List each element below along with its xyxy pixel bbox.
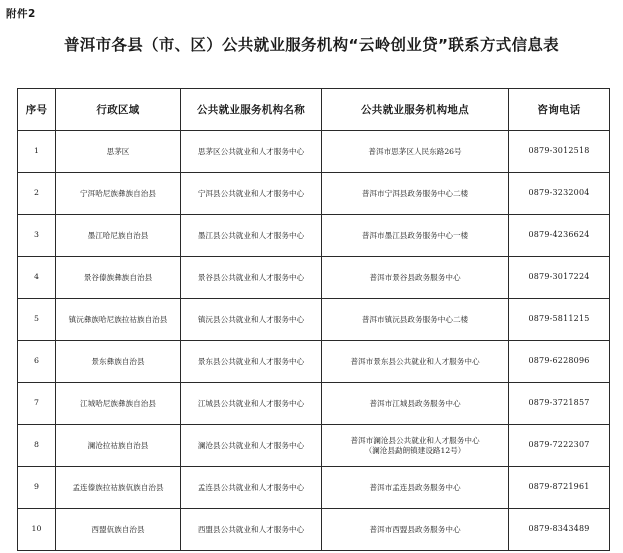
header-address: 公共就业服务机构地点: [322, 89, 509, 131]
cell-address-line: 普洱市景谷县政务服务中心: [369, 272, 461, 282]
table-row: [18, 341, 610, 383]
cell-address-line: 普洱市镇沅县政务服务中心二楼: [361, 314, 469, 324]
cell-address-line: 普洱市思茅区人民东路26号: [368, 146, 462, 156]
cell-name: 澜沧县公共就业和人才服务中心: [181, 425, 322, 467]
cell-area: 宁洱哈尼族彝族自治县: [56, 173, 181, 215]
cell-address-line: 普洱市西盟县政务服务中心: [369, 524, 461, 534]
cell-address: [322, 299, 509, 341]
cell-address: [322, 173, 509, 215]
cell-area: 西盟佤族自治县: [56, 509, 181, 551]
contact-info-table: [17, 88, 610, 551]
cell-area: 景东彝族自治县: [56, 341, 181, 383]
cell-name: 孟连县公共就业和人才服务中心: [181, 467, 322, 509]
cell-area: 景谷傣族彝族自治县: [56, 257, 181, 299]
cell-phone: 0879-8343489: [509, 509, 610, 551]
cell-phone: 0879-5811215: [509, 299, 610, 341]
cell-name: 墨江县公共就业和人才服务中心: [181, 215, 322, 257]
cell-no: 2: [18, 173, 56, 215]
cell-no: 9: [18, 467, 56, 509]
cell-address: [322, 509, 509, 551]
cell-name: 镇沅县公共就业和人才服务中心: [181, 299, 322, 341]
cell-phone: 0879-8721961: [509, 467, 610, 509]
cell-area: 墨江哈尼族自治县: [56, 215, 181, 257]
cell-area: 思茅区: [56, 131, 181, 173]
cell-address: [322, 425, 509, 467]
cell-name: 西盟县公共就业和人才服务中心: [181, 509, 322, 551]
cell-area: 镇沅彝族哈尼族拉祜族自治县: [56, 299, 181, 341]
header-area: 行政区域: [56, 89, 181, 131]
cell-phone: 0879-3012518: [509, 131, 610, 173]
cell-phone: 0879-3232004: [509, 173, 610, 215]
document-title: 普洱市各县（市、区）公共就业服务机构“云岭创业贷”联系方式信息表: [64, 36, 559, 54]
cell-phone: 0879-4236624: [509, 215, 610, 257]
table-row: [18, 215, 610, 257]
cell-no: 5: [18, 299, 56, 341]
header-no: 序号: [18, 89, 56, 131]
cell-name: 江城县公共就业和人才服务中心: [181, 383, 322, 425]
table-header-row: [18, 89, 610, 131]
cell-phone: 0879-3721857: [509, 383, 610, 425]
cell-no: 8: [18, 425, 56, 467]
cell-name: 景东县公共就业和人才服务中心: [181, 341, 322, 383]
cell-phone: 0879-6228096: [509, 341, 610, 383]
cell-address-line: 普洱市墨江县政务服务中心一楼: [361, 230, 469, 240]
table-row: [18, 509, 610, 551]
cell-no: 4: [18, 257, 56, 299]
cell-address-line: 普洱市澜沧县公共就业和人才服务中心: [350, 435, 480, 445]
cell-name: 景谷县公共就业和人才服务中心: [181, 257, 322, 299]
header-name: 公共就业服务机构名称: [181, 89, 322, 131]
cell-address: [322, 341, 509, 383]
cell-no: 3: [18, 215, 56, 257]
table-row: [18, 173, 610, 215]
cell-no: 10: [18, 509, 56, 551]
cell-address-line: 普洱市江城县政务服务中心: [369, 398, 461, 408]
cell-address-line: 普洱市孟连县政务服务中心: [369, 482, 461, 492]
table-row: [18, 383, 610, 425]
cell-no: 7: [18, 383, 56, 425]
cell-address: [322, 467, 509, 509]
cell-address: [322, 131, 509, 173]
attachment-label: 附件2: [6, 8, 36, 20]
cell-address-line-2: （澜沧县勐朗镇建设路12号）: [364, 445, 466, 455]
cell-no: 6: [18, 341, 56, 383]
cell-area: 江城哈尼族彝族自治县: [56, 383, 181, 425]
header-phone: 咨询电话: [509, 89, 610, 131]
cell-no: 1: [18, 131, 56, 173]
cell-name: 思茅区公共就业和人才服务中心: [181, 131, 322, 173]
cell-phone: 0879-3017224: [509, 257, 610, 299]
table-row: [18, 257, 610, 299]
cell-address-line: 普洱市景东县公共就业和人才服务中心: [350, 356, 480, 366]
cell-address-line: 普洱市宁洱县政务服务中心二楼: [361, 188, 469, 198]
cell-area: 澜沧拉祜族自治县: [56, 425, 181, 467]
cell-address: [322, 215, 509, 257]
cell-area: 孟连傣族拉祜族佤族自治县: [56, 467, 181, 509]
table-row: [18, 299, 610, 341]
table-row: [18, 467, 610, 509]
cell-address: [322, 383, 509, 425]
cell-address: [322, 257, 509, 299]
table-row: [18, 131, 610, 173]
cell-phone: 0879-7222307: [509, 425, 610, 467]
table-row: [18, 425, 610, 467]
cell-name: 宁洱县公共就业和人才服务中心: [181, 173, 322, 215]
